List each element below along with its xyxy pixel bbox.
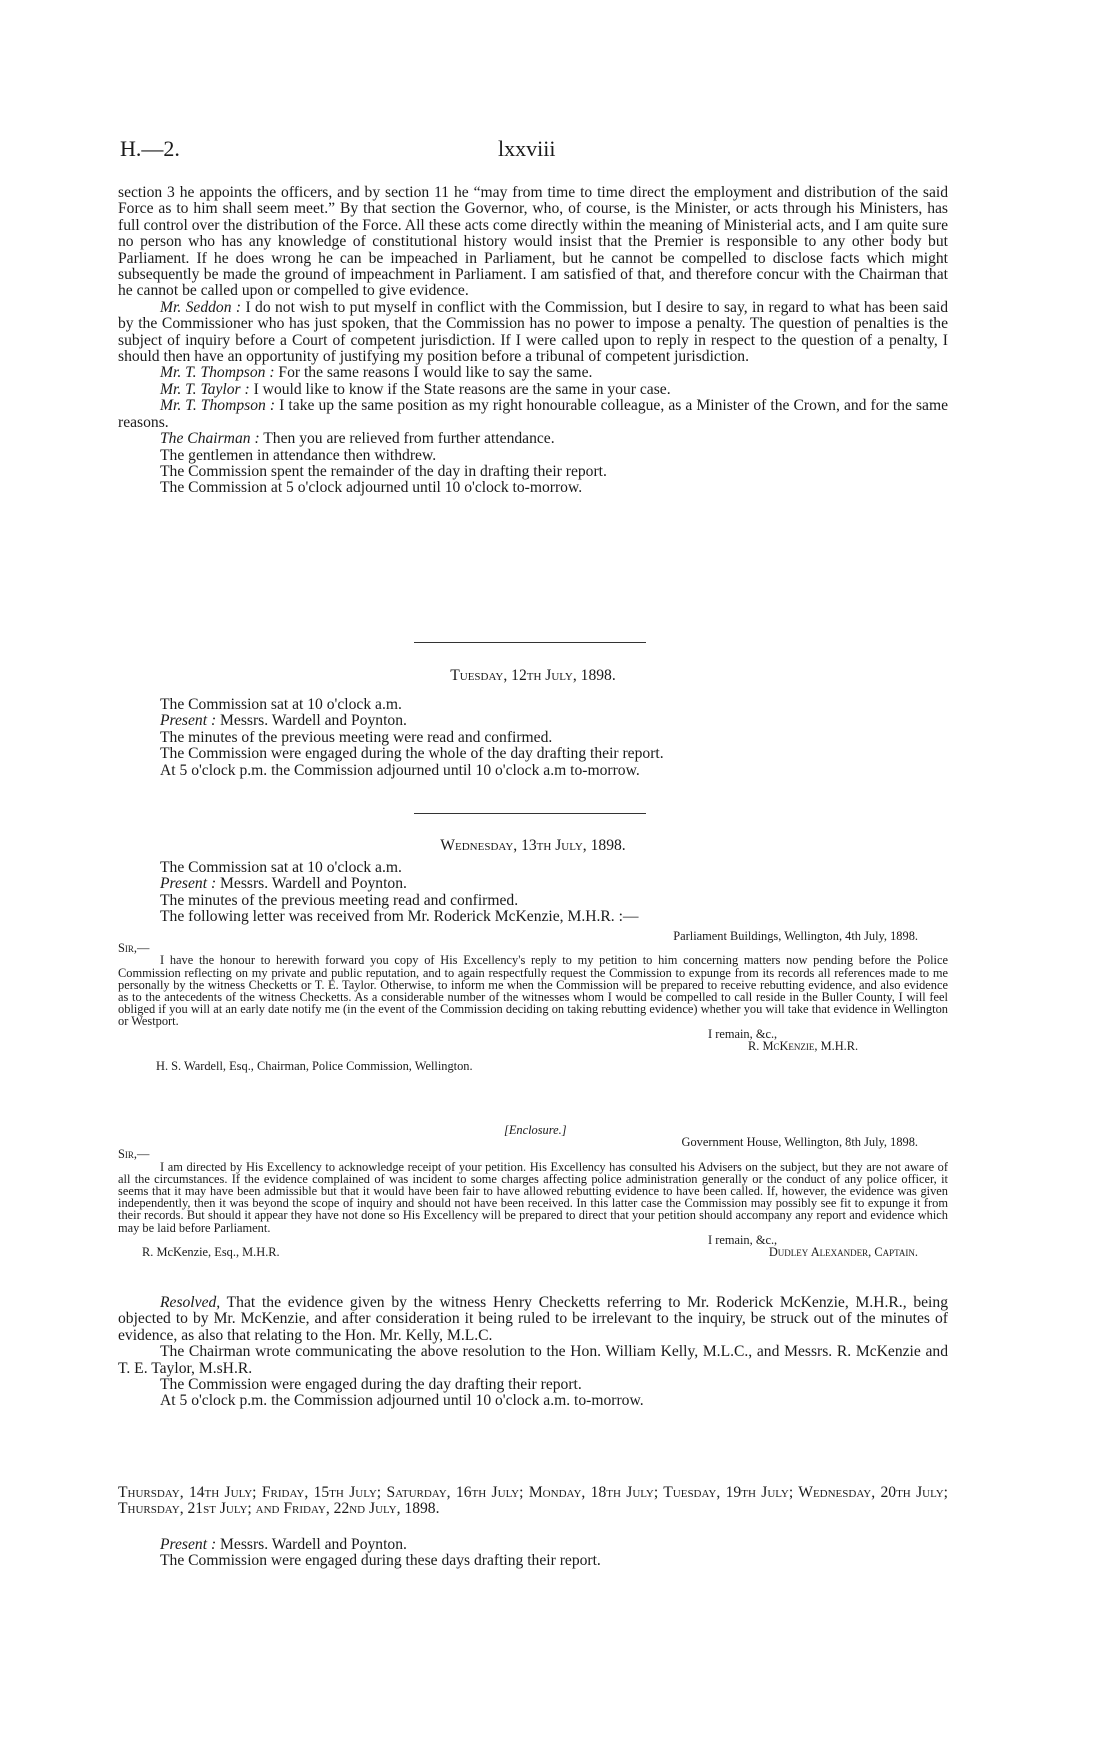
paragraph — [118, 1295, 948, 1344]
speaker-label: The Chairman : — [160, 430, 260, 448]
speech-text: I would like to know if the State reasons are the same in your case. — [249, 380, 671, 398]
speaker-label: Mr. Seddon : — [160, 298, 242, 316]
letter-salutation: Sir,— — [118, 941, 150, 956]
section-divider — [414, 813, 646, 814]
minutes-block-1 — [118, 185, 948, 497]
minute-line: The following letter was received from Mr. Roderick McKenzie, M.H.R. :— — [160, 908, 639, 926]
tuesday-heading: Tuesday, 12th July, 1898. — [450, 667, 616, 684]
present-label: Present : — [160, 875, 217, 893]
minute-line — [118, 1537, 948, 1553]
paragraph: The Commission at 5 o'clock adjourned until 10 o'clock to-morrow. — [160, 479, 583, 497]
resolution-text: That the evidence given by the witness Henry Checketts referring to Mr. Roderick McKenzie, M.H.R., being objected to by Mr. McKenzie, and after consideration it being ruled to be irrelevant to the inquiry, be struck out of the minutes of evidence, as also that relating to the Hon. Mr. Kelly, M.L.C. — [118, 1294, 948, 1344]
letter-closing: I remain, &c., — [708, 1026, 778, 1041]
letter-salutation: Sir,— — [118, 1147, 150, 1162]
minutes-block-2 — [118, 1295, 948, 1410]
tuesday-minutes — [118, 697, 948, 779]
letter-mckenzie — [118, 930, 948, 1072]
letter-enclosure — [118, 1124, 948, 1258]
paragraph — [118, 431, 948, 447]
speaker-label: Mr. T. Thompson : — [160, 397, 276, 415]
letter-signature: R. McKenzie, M.H.R. — [748, 1038, 859, 1053]
wednesday-minutes — [118, 860, 948, 926]
minute-line: The minutes of the previous meeting were read and confirmed. — [160, 728, 553, 746]
paragraph — [118, 300, 948, 366]
speech-text: For the same reasons I would like to say the same. — [274, 364, 593, 382]
paragraph: The Chairman wrote communicating the above resolution to the Hon. William Kelly, M.L.C., and Messrs. R. McKenzie and T. E. Taylor, M.sH.R. — [118, 1343, 948, 1377]
paragraph: section 3 he appoints the officers, and by section 11 he “may from time to time direct the employment and distribution of the said Force as to him shall seem meet.” By that section the Governor, who, of course, is the Minister, or acts through his Ministers, has full control over the distribution of the Force. All these acts come directly within the meaning of Ministerial acts, and I am quite sure no person who has any knowledge of constitutional history would insist that the Premier is responsible to any other body but Parliament. If he does wrong he can be impeached in Parliament, but he cannot be compelled to disclose facts which might subsequently be made the ground of impeachment in Parliament. I am satisfied of that, and therefore concur with the Chairman that he cannot be called upon or compelled to give evidence. — [118, 184, 948, 300]
paragraph: At 5 o'clock p.m. the Commission adjourned until 10 o'clock a.m. to-morrow. — [160, 1392, 644, 1410]
paragraph — [118, 398, 948, 431]
present-label: Present : — [160, 1536, 217, 1553]
letter-address: Parliament Buildings, Wellington, 4th July, 1898. — [673, 929, 918, 943]
paragraph: The gentlemen in attendance then withdrew. — [160, 446, 437, 464]
letter-footer — [118, 1246, 948, 1258]
minute-line: The Commission sat at 10 o'clock a.m. — [160, 696, 402, 713]
letter-closing: I remain, &c., — [708, 1232, 778, 1247]
letter-body: I am directed by His Excellency to acknowledge receipt of your petition. His Excellency has consulted his Advisers on the subject, but they are not aware of all the circumstances. If the evidence complained of was incident to some charges affecting police administration generally or the conduct of any police officer, it seems that it may have been admissible but that it would have been fair to have allowed rebutting evidence to have been called. If, however, the evidence was given independently, then it was beyond the scope of inquiry and should not have been received. In this latter case the Commission may possibly see fit to expunge it from their records. But should it appear they have not done so His Excellency will be prepared to direct that your petition should accompany any report and evidence which may be laid before Parliament. — [118, 1159, 948, 1235]
page-number: lxxviii — [498, 136, 556, 161]
final-heading: Thursday, 14th July; Friday, 15th July; Saturday, 16th July; Monday, 18th July; Tuesday, 19th July; Wednesday, 20th July; Thursday, 21st July; and Friday, 22nd July, 1898. — [118, 1484, 948, 1518]
section-divider — [414, 642, 646, 643]
paragraph — [118, 382, 948, 398]
present-label: Present : — [160, 712, 217, 730]
enclosure-label: [Enclosure.] — [504, 1123, 567, 1137]
page-reference: H.—2. — [120, 136, 180, 161]
letter-addressee: H. S. Wardell, Esq., Chairman, Police Commission, Wellington. — [156, 1059, 473, 1074]
minute-line: The Commission were engaged during the whole of the day drafting their report. — [160, 745, 664, 763]
speech-text: Then you are relieved from further attendance. — [259, 430, 555, 448]
wednesday-heading: Wednesday, 13th July, 1898. — [440, 837, 626, 854]
letter-address: Government House, Wellington, 8th July, 1898. — [681, 1135, 918, 1150]
letter-body: I have the honour to herewith forward you copy of His Excellency's reply to my petition to him concerning matters now pending before the Police Commission reflecting on my private and public reputation, and to again respectfully request the Commission to expunge from its records all references made to me personally by the witness Checketts or T. E. Taylor. Otherwise, to inform me when the Commission will be prepared to receive rebutting evidence, and also evidence as to the antecedents of the witness Checketts. As a considerable number of the witnesses whom I would be compelled to call reside in the Buller County, I will feel obliged if you will at an early date notify me (in the event of the Commission deciding on taking rebutting evidence) whether you will take that evidence in Wellington or Westport. — [118, 953, 948, 1029]
speaker-label: Mr. T. Thompson : — [160, 364, 275, 382]
paragraph — [118, 365, 948, 381]
paragraph: The Commission spent the remainder of the day in drafting their report. — [160, 462, 607, 480]
minute-line — [118, 713, 948, 729]
paragraph: The Commission were engaged during the day drafting their report. — [160, 1376, 582, 1394]
minute-line: The Commission sat at 10 o'clock a.m. — [160, 859, 402, 876]
minute-line: The Commission were engaged during these days drafting their report. — [160, 1552, 601, 1570]
letter-signature: Dudley Alexander, Captain. — [768, 1245, 918, 1260]
speech-text: I take up the same position as my right honourable colleague, as a Minister of the Crown, and for the same reasons. — [118, 397, 949, 431]
minute-line: The minutes of the previous meeting read and confirmed. — [160, 891, 519, 909]
minute-line: At 5 o'clock p.m. the Commission adjourned until 10 o'clock a.m to-morrow. — [160, 761, 640, 779]
resolved-label: Resolved, — [160, 1294, 221, 1311]
present-text: Messrs. Wardell and Poynton. — [216, 712, 407, 730]
present-text: Messrs. Wardell and Poynton. — [216, 1536, 407, 1553]
speech-text: I do not wish to put myself in conflict with the Commission, but I desire to say, in regard to what has been said by the Commissioner who has just spoken, that the Commission has no power to impose a penalty. The question of penalties is the subject of inquiry before a Court of competent jurisdiction. If I were called upon to reply in respect to the question of a penalty, I should then have an opportunity of justifying my position before a tribunal of competent jurisdiction. — [118, 298, 949, 366]
final-minutes — [118, 1537, 948, 1570]
present-text: Messrs. Wardell and Poynton. — [216, 875, 407, 893]
speaker-label: Mr. T. Taylor : — [160, 380, 250, 398]
minute-line — [118, 876, 948, 892]
letter-addressee: R. McKenzie, Esq., M.H.R. — [142, 1245, 280, 1260]
